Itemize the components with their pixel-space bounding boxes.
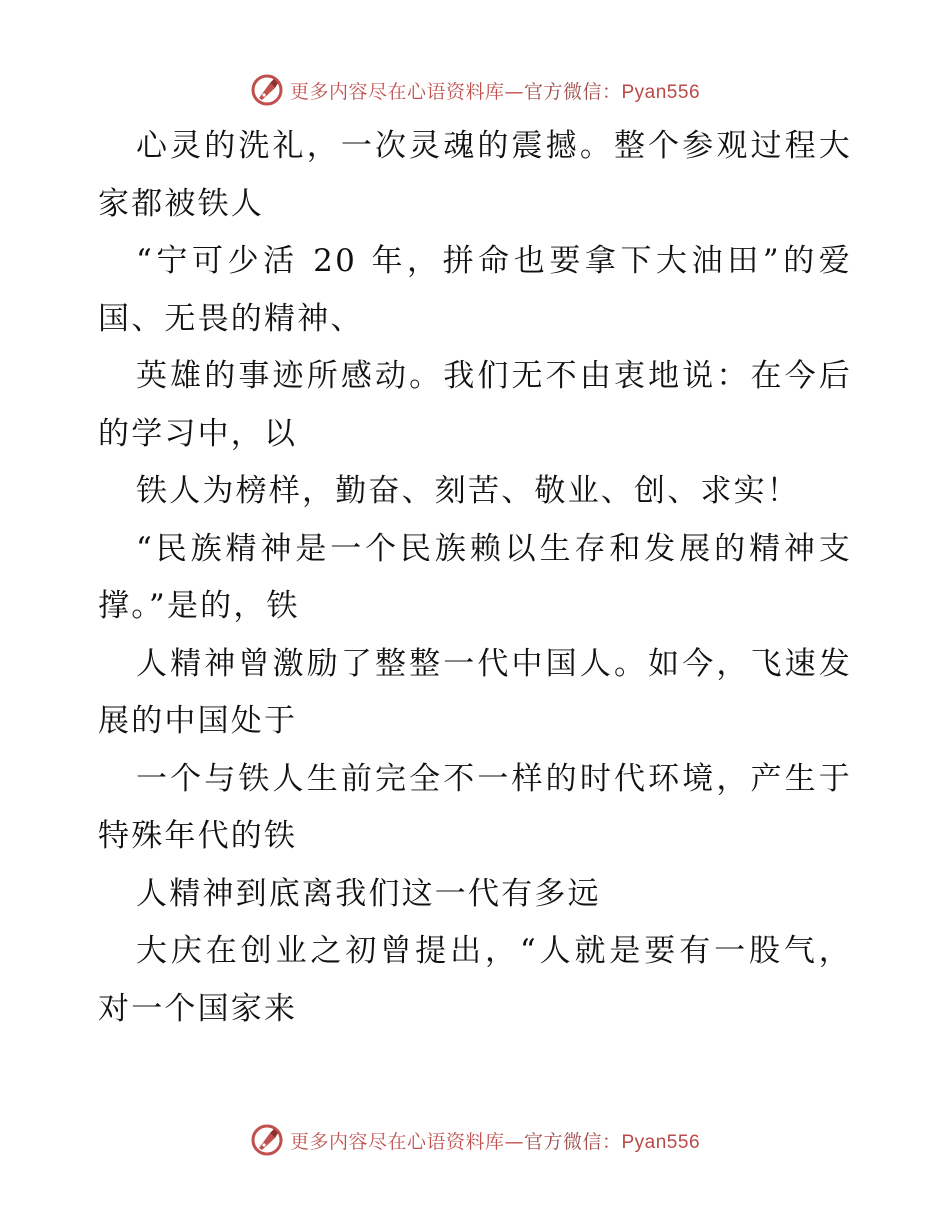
- banner-wechat-id: Pyan556: [621, 1131, 701, 1153]
- banner-dash: —: [504, 80, 524, 103]
- body-line: “民族精神是一个民族赖以生存和发展的精神支: [136, 530, 852, 567]
- body-line: 家都被铁人: [98, 185, 264, 222]
- banner-text: [290, 1127, 700, 1154]
- banner-main-text: 更多内容尽在心语资料库: [289, 1130, 505, 1153]
- body-line: 展的中国处于: [98, 703, 298, 739]
- pen-nib-logo-icon: [250, 73, 284, 107]
- document-body: [98, 118, 852, 1038]
- banner-dash: —: [504, 1130, 524, 1153]
- banner-wechat-label: 官方微信：: [523, 80, 622, 103]
- body-line: 英雄的事迹所感动。我们无不由衷地说：在今后: [136, 358, 852, 394]
- body-line: 特殊年代的铁: [98, 818, 298, 854]
- banner-wechat-id: Pyan556: [621, 81, 701, 103]
- body-line: 国、无畏的精神、: [98, 300, 364, 337]
- banner-wechat-label: 官方微信：: [523, 1130, 622, 1153]
- body-line: 的学习中，以: [98, 415, 298, 452]
- body-line: 人精神曾激励了整整一代中国人。如今，飞速发: [136, 645, 852, 682]
- banner-main-text: 更多内容尽在心语资料库: [289, 80, 505, 103]
- body-line: 撑。”是的，铁: [98, 588, 300, 624]
- footer-banner: [0, 1120, 950, 1160]
- body-line: 对一个国家来: [98, 990, 298, 1027]
- body-line: 人精神到底离我们这一代有多远: [136, 875, 601, 912]
- body-line: 一个与铁人生前完全不一样的时代环境，产生于: [136, 760, 852, 797]
- banner-text: [290, 77, 700, 104]
- body-line: “宁可少活 20 年，拼命也要拿下大油田”的爱: [136, 243, 852, 279]
- body-line: 心灵的洗礼，一次灵魂的震撼。整个参观过程大: [136, 128, 852, 164]
- pen-nib-logo-icon: [250, 1123, 284, 1157]
- header-banner: [0, 70, 950, 110]
- body-line: 大庆在创业之初曾提出，“人就是要有一股气，: [136, 933, 852, 969]
- body-line: 铁人为榜样，勤奋、刻苦、敬业、创、求实！: [136, 473, 800, 509]
